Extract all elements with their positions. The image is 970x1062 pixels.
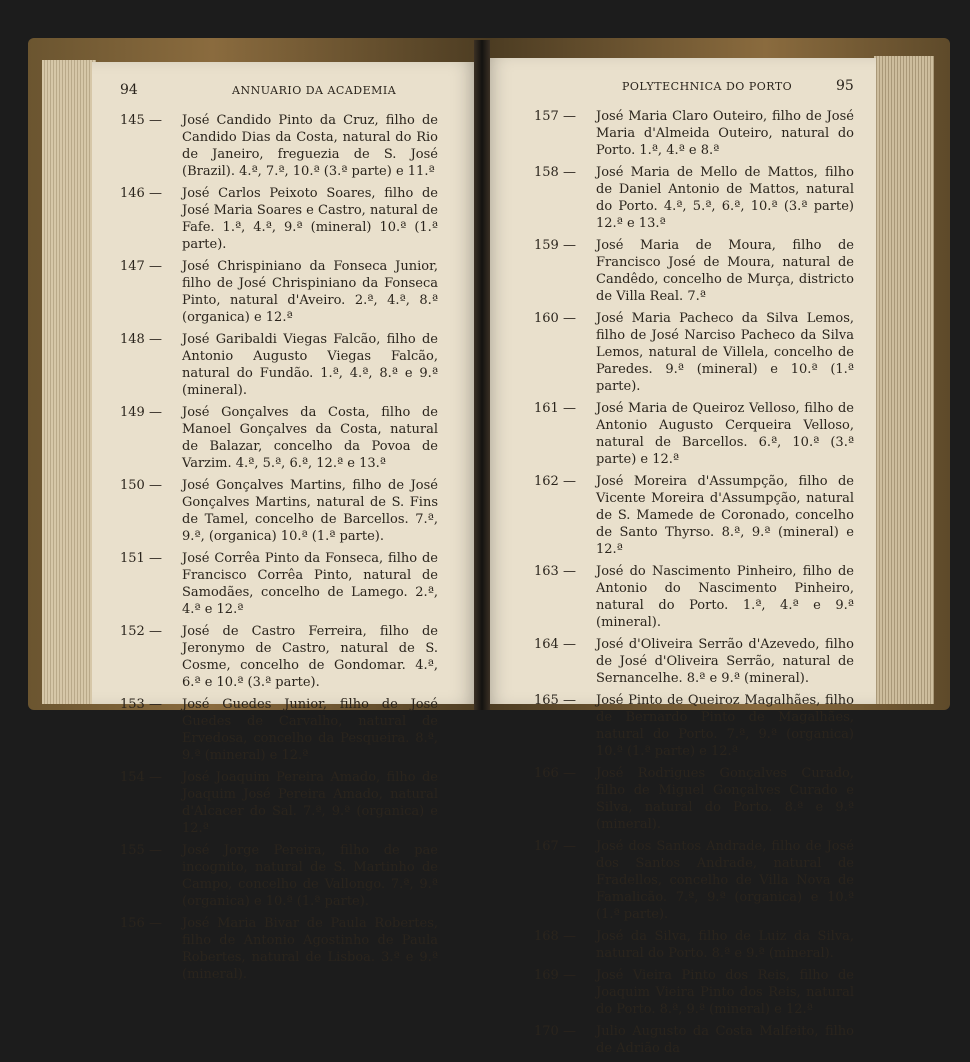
entry bbox=[534, 237, 854, 305]
entry-number: 165 — bbox=[534, 693, 576, 708]
entry-text: José Vieira Pinto dos Reis, filho de Joaquim Vieira Pinto dos Reis, natural do Porto. 8.ª, 9.ª (mineral) e 12.ª bbox=[596, 968, 854, 1017]
entry-text: José Maria de Mello de Mattos, filho de Daniel Antonio de Mattos, natural do Porto. 4.ª, 5.ª, 6.ª, 10.ª (3.ª parte) 12.ª e 13.ª bbox=[596, 165, 854, 231]
right-page bbox=[482, 58, 876, 1056]
entry-number: 161 — bbox=[534, 401, 576, 416]
entry bbox=[534, 400, 854, 468]
entry-number: 170 — bbox=[534, 1024, 576, 1039]
entry-number: 162 — bbox=[534, 474, 576, 489]
entry bbox=[120, 477, 438, 545]
entry-number: 166 — bbox=[534, 766, 576, 781]
entry bbox=[534, 563, 854, 631]
entry bbox=[534, 636, 854, 687]
entry-number: 149 — bbox=[120, 405, 162, 420]
running-header-right: POLYTECHNICA DO PORTO bbox=[622, 80, 793, 93]
entry-number: 169 — bbox=[534, 968, 576, 983]
entry bbox=[120, 623, 438, 691]
entry-text: José Carlos Peixoto Soares, filho de José Maria Soares e Castro, natural de Fafe. 1.ª, 4.ª, 9.ª (mineral) 10.ª (1.ª parte). bbox=[182, 186, 438, 252]
entry bbox=[534, 473, 854, 558]
left-page bbox=[92, 62, 480, 982]
entry-number: 160 — bbox=[534, 311, 576, 326]
entry-number: 164 — bbox=[534, 637, 576, 652]
entry bbox=[120, 258, 438, 326]
entry-text: José de Castro Ferreira, filho de Jeronymo de Castro, natural de S. Cosme, concelho de Gondomar. 4.ª, 6.ª e 10.ª (3.ª parte). bbox=[182, 624, 438, 690]
entry-number: 163 — bbox=[534, 564, 576, 579]
entry-text: José Maria de Queiroz Velloso, filho de Antonio Augusto Cerqueira Velloso, natural de Barcellos. 6.ª, 10.ª (3.ª parte) e 12.ª bbox=[596, 401, 854, 467]
entry-number: 168 — bbox=[534, 929, 576, 944]
entry-list-right bbox=[534, 108, 854, 1062]
entry-list-left bbox=[120, 112, 438, 988]
entry-text: José dos Santos Andrade, filho de José dos Santos Andrade, natural de Fradellos, concelho de Villa Nova de Famalicão. 7.ª, 9.ª (organica) e 10.ª (1.ª parte). bbox=[596, 839, 854, 922]
entry-number: 154 — bbox=[120, 770, 162, 785]
entry-text: José Gonçalves Martins, filho de José Gonçalves Martins, natural de S. Fins de Tamel, concelho de Barcellos. 7.ª, 9.ª, (organica) 10.ª (1.ª parte). bbox=[182, 478, 438, 544]
entry bbox=[534, 765, 854, 833]
entry bbox=[534, 967, 854, 1018]
entry bbox=[120, 842, 438, 910]
entry-text: José Moreira d'Assumpção, filho de Vicente Moreira d'Assumpção, natural de S. Mamede de Coronado, concelho de Santo Thyrso. 8.ª, 9.ª (mineral) e 12.ª bbox=[596, 474, 854, 557]
entry bbox=[534, 838, 854, 923]
entry-number: 147 — bbox=[120, 259, 162, 274]
entry-text: José Candido Pinto da Cruz, filho de Candido Dias da Costa, natural do Rio de Janeiro, freguezia de S. José (Brazil). 4.ª, 7.ª, 10.ª (3.ª parte) e 11.ª bbox=[182, 113, 438, 179]
entry bbox=[534, 164, 854, 232]
entry-number: 151 — bbox=[120, 551, 162, 566]
entry-text: José da Silva, filho de Luiz da Silva, natural do Porto. 8.ª e 9.ª (mineral). bbox=[596, 929, 854, 961]
running-header-left: ANNUARIO DA ACADEMIA bbox=[232, 84, 397, 97]
entry-number: 155 — bbox=[120, 843, 162, 858]
entry bbox=[120, 112, 438, 180]
entry-text: José Joaquim Pereira Amado, filho de Joaquim José Pereira Amado, natural d'Alcacer do Sal. 7.ª, 9.ª (organica) e 12.ª bbox=[182, 770, 438, 836]
entry bbox=[120, 404, 438, 472]
entry bbox=[120, 915, 438, 983]
entry-number: 158 — bbox=[534, 165, 576, 180]
entry bbox=[534, 1023, 854, 1057]
entry bbox=[120, 550, 438, 618]
entry-text: José Gonçalves da Costa, filho de Manoel Gonçalves da Costa, natural de Balazar, concelho da Povoa de Varzim. 4.ª, 5.ª, 6.ª, 12.ª e 13.ª bbox=[182, 405, 438, 471]
entry-number: 157 — bbox=[534, 109, 576, 124]
entry-text: José Garibaldi Viegas Falcão, filho de Antonio Augusto Viegas Falcão, natural do Fundão. 1.ª, 4.ª, 8.ª e 9.ª (mineral). bbox=[182, 332, 438, 398]
entry bbox=[534, 310, 854, 395]
page-number-right: 95 bbox=[836, 78, 854, 94]
entry-number: 159 — bbox=[534, 238, 576, 253]
entry-text: Julio Augusto da Costa Malfeito, filho de Adrião da bbox=[596, 1024, 854, 1056]
entry bbox=[120, 769, 438, 837]
entry-text: José Rodrigues Gonçalves Curado, filho de Miguel Gonçalves Curado e Silva, natural do Porto. 8.ª e 9.ª (mineral). bbox=[596, 766, 854, 832]
entry bbox=[120, 696, 438, 764]
entry bbox=[534, 108, 854, 159]
entry bbox=[534, 692, 854, 760]
entry-number: 153 — bbox=[120, 697, 162, 712]
entry bbox=[120, 185, 438, 253]
entry-text: José Maria Claro Outeiro, filho de José Maria d'Almeida Outeiro, natural do Porto. 1.ª, 4.ª e 8.ª bbox=[596, 109, 854, 158]
entry-number: 145 — bbox=[120, 113, 162, 128]
entry-text: José Maria Bivar de Paula Robertes, filho de Antonio Agostinho de Paula Robertes, natural de Lisboa. 3.ª e 9.ª (mineral). bbox=[182, 916, 438, 982]
entry-text: José Chrispiniano da Fonseca Junior, filho de José Chrispiniano da Fonseca Pinto, natural d'Aveiro. 2.ª, 4.ª, 8.ª (organica) e 12.ª bbox=[182, 259, 438, 325]
entry-text: José Maria Pacheco da Silva Lemos, filho de José Narciso Pacheco da Silva Lemos, natural de Villela, concelho de Paredes. 9.ª (mineral) e 10.ª (1.ª parte). bbox=[596, 311, 854, 394]
page-edges-left bbox=[42, 60, 96, 704]
entry-text: José Jorge Pereira, filho de pae incognito, natural de S. Martinho de Campo, concelho de Vallongo. 7.ª, 9.ª (organica) e 10.ª (1.ª parte). bbox=[182, 843, 438, 909]
entry-text: José Corrêa Pinto da Fonseca, filho de Francisco Corrêa Pinto, natural de Samodães, concelho de Lamego. 2.ª, 4.ª e 12.ª bbox=[182, 551, 438, 617]
entry-text: José do Nascimento Pinheiro, filho de Antonio do Nascimento Pinheiro, natural do Porto. 1.ª, 4.ª e 9.ª (mineral). bbox=[596, 564, 854, 630]
entry bbox=[534, 928, 854, 962]
entry-number: 156 — bbox=[120, 916, 162, 931]
page-number-left: 94 bbox=[120, 82, 138, 98]
page-edges-right bbox=[874, 56, 934, 704]
entry-text: José d'Oliveira Serrão d'Azevedo, filho de José d'Oliveira Serrão, natural de Sernancelhe. 8.ª e 9.ª (mineral). bbox=[596, 637, 854, 686]
entry-number: 152 — bbox=[120, 624, 162, 639]
book-gutter bbox=[474, 40, 490, 710]
entry-number: 150 — bbox=[120, 478, 162, 493]
entry bbox=[120, 331, 438, 399]
entry-text: José Guedes Junior, filho de José Guedes de Carvalho, natural de Ervedosa, concelho da Pesqueira. 8.ª, 9.ª (mineral) e 12.ª bbox=[182, 697, 438, 763]
entry-number: 146 — bbox=[120, 186, 162, 201]
entry-text: José Maria de Moura, filho de Francisco José de Moura, natural de Candêdo, concelho de Murça, districto de Villa Real. 7.ª bbox=[596, 238, 854, 304]
entry-number: 148 — bbox=[120, 332, 162, 347]
entry-number: 167 — bbox=[534, 839, 576, 854]
entry-text: José Pinto de Queiroz Magalhães, filho de Bernardo Pinto de Magalhães, natural do Porto. 7.ª, 9.ª (organica) 10.ª (1.ª parte) e 12.ª bbox=[596, 693, 854, 759]
